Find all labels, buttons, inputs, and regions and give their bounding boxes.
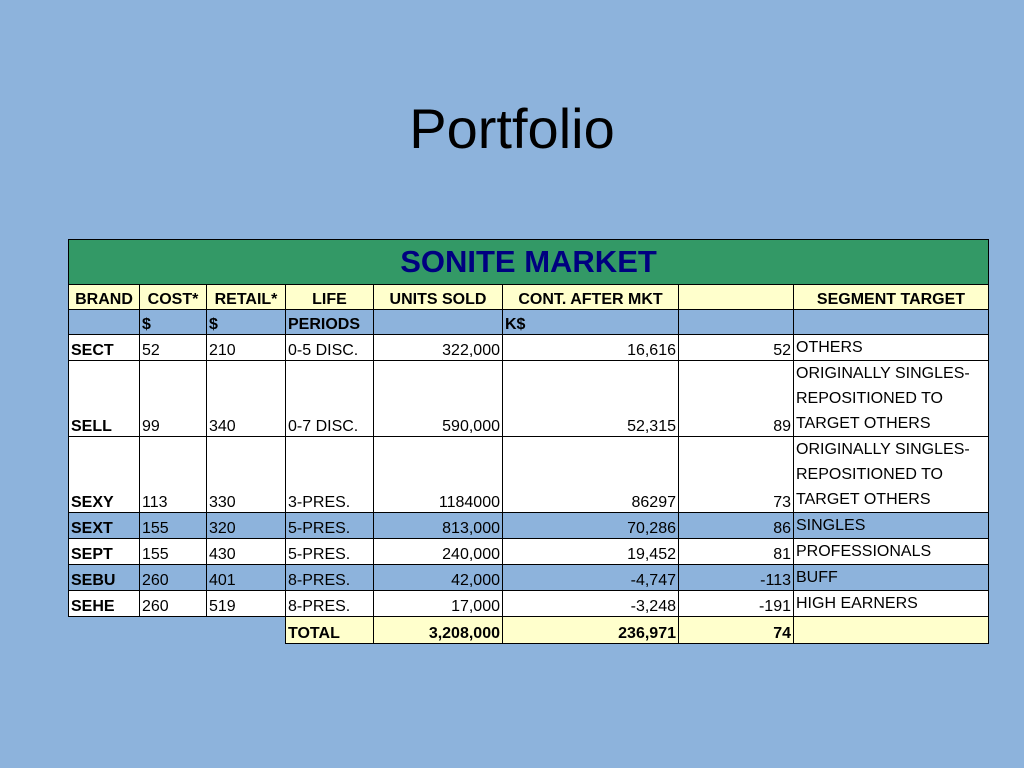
segment-target-cell: BUFF xyxy=(794,565,989,591)
total-row-spacer xyxy=(69,617,286,644)
contribution-cell: 16,616 xyxy=(503,335,679,361)
retail-cell: 330 xyxy=(207,437,286,513)
unit-brand xyxy=(69,310,140,335)
life-cell: 0-5 DISC. xyxy=(286,335,374,361)
unlabeled-value-cell: 81 xyxy=(679,539,794,565)
contribution-cell: -3,248 xyxy=(503,591,679,617)
column-header-units-sold: UNITS SOLD xyxy=(374,285,503,310)
total-segment-target xyxy=(794,617,989,644)
unlabeled-value-cell: 73 xyxy=(679,437,794,513)
total-unlabeled-value: 74 xyxy=(679,617,794,644)
slide-title: Portfolio xyxy=(409,97,615,160)
retail-cell: 430 xyxy=(207,539,286,565)
unit-life: PERIODS xyxy=(286,310,374,335)
contribution-cell: 70,286 xyxy=(503,513,679,539)
life-cell: 3-PRES. xyxy=(286,437,374,513)
column-header-segment-target: SEGMENT TARGET xyxy=(794,285,989,310)
column-header-contribution: CONT. AFTER MKT xyxy=(503,285,679,310)
brand-cell: SEPT xyxy=(69,539,140,565)
table-title-row xyxy=(69,240,989,285)
units-sold-cell: 1184000 xyxy=(374,437,503,513)
life-cell: 5-PRES. xyxy=(286,539,374,565)
cost-cell: 260 xyxy=(140,591,207,617)
brand-cell: SEHE xyxy=(69,591,140,617)
brand-cell: SEBU xyxy=(69,565,140,591)
segment-target-cell: OTHERS xyxy=(794,335,989,361)
units-sold-cell: 813,000 xyxy=(374,513,503,539)
contribution-cell: 86297 xyxy=(503,437,679,513)
contribution-cell: 19,452 xyxy=(503,539,679,565)
unlabeled-value-cell: 86 xyxy=(679,513,794,539)
table-row xyxy=(69,513,989,539)
units-sold-cell: 590,000 xyxy=(374,361,503,437)
table-row xyxy=(69,591,989,617)
segment-target-cell: ORIGINALLY SINGLES-REPOSITIONED TO TARGET OTHERS xyxy=(794,361,989,437)
unlabeled-value-cell: -191 xyxy=(679,591,794,617)
cost-cell: 113 xyxy=(140,437,207,513)
unit-segment-target xyxy=(794,310,989,335)
unit-contribution: K$ xyxy=(503,310,679,335)
contribution-cell: -4,747 xyxy=(503,565,679,591)
life-cell: 5-PRES. xyxy=(286,513,374,539)
segment-target-cell: ORIGINALLY SINGLES-REPOSITIONED TO TARGET OTHERS xyxy=(794,437,989,513)
column-header-unlabeled xyxy=(679,285,794,310)
unit-units-sold xyxy=(374,310,503,335)
retail-cell: 340 xyxy=(207,361,286,437)
cost-cell: 155 xyxy=(140,513,207,539)
brand-cell: SELL xyxy=(69,361,140,437)
brand-cell: SEXT xyxy=(69,513,140,539)
life-cell: 8-PRES. xyxy=(286,565,374,591)
life-cell: 0-7 DISC. xyxy=(286,361,374,437)
column-header-brand: BRAND xyxy=(69,285,140,310)
unlabeled-value-cell: 89 xyxy=(679,361,794,437)
segment-target-cell: PROFESSIONALS xyxy=(794,539,989,565)
unlabeled-value-cell: 52 xyxy=(679,335,794,361)
brand-cell: SEXY xyxy=(69,437,140,513)
table-row xyxy=(69,335,989,361)
brand-cell: SECT xyxy=(69,335,140,361)
unit-unlabeled xyxy=(679,310,794,335)
portfolio-table xyxy=(68,239,989,644)
retail-cell: 519 xyxy=(207,591,286,617)
segment-target-cell: SINGLES xyxy=(794,513,989,539)
cost-cell: 155 xyxy=(140,539,207,565)
total-row xyxy=(69,617,989,644)
cost-cell: 99 xyxy=(140,361,207,437)
retail-cell: 320 xyxy=(207,513,286,539)
column-header-cost: COST* xyxy=(140,285,207,310)
units-row xyxy=(69,310,989,335)
units-sold-cell: 322,000 xyxy=(374,335,503,361)
column-header-retail: RETAIL* xyxy=(207,285,286,310)
total-label: TOTAL xyxy=(286,617,374,644)
total-contribution: 236,971 xyxy=(503,617,679,644)
column-header-life: LIFE xyxy=(286,285,374,310)
retail-cell: 210 xyxy=(207,335,286,361)
table-title: SONITE MARKET xyxy=(69,240,989,285)
unlabeled-value-cell: -113 xyxy=(679,565,794,591)
unit-cost: $ xyxy=(140,310,207,335)
units-sold-cell: 42,000 xyxy=(374,565,503,591)
total-units-sold: 3,208,000 xyxy=(374,617,503,644)
table-row xyxy=(69,437,989,513)
unit-retail: $ xyxy=(207,310,286,335)
units-sold-cell: 240,000 xyxy=(374,539,503,565)
retail-cell: 401 xyxy=(207,565,286,591)
segment-target-cell: HIGH EARNERS xyxy=(794,591,989,617)
life-cell: 8-PRES. xyxy=(286,591,374,617)
cost-cell: 260 xyxy=(140,565,207,591)
units-sold-cell: 17,000 xyxy=(374,591,503,617)
table-row xyxy=(69,539,989,565)
table-row xyxy=(69,565,989,591)
header-row xyxy=(69,285,989,310)
contribution-cell: 52,315 xyxy=(503,361,679,437)
table-row xyxy=(69,361,989,437)
table-body xyxy=(69,240,989,644)
cost-cell: 52 xyxy=(140,335,207,361)
